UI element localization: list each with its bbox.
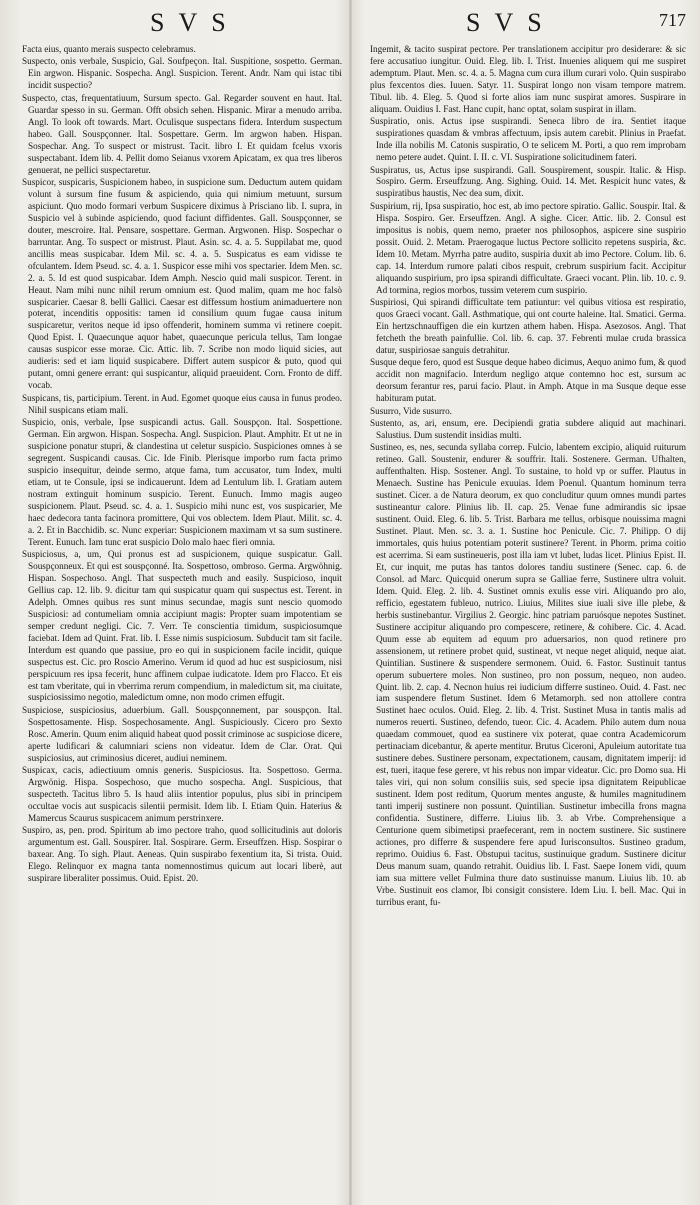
dictionary-entry: Suspiratio, onis. Actus ipse suspirandi. Seneca libro de ira. Sentiet itaque suspirationes quasdam & vmbras affectuum, ipsis autem carebit. Plinius in Praefat. Inde illa nobilis M. Catonis suspiratio, O te selicem M. Porti, a quo rem improbam nemo petere audet. Quint. I. II. c. VI. Suspiratione solicitudinem fateri. bbox=[370, 116, 686, 163]
dictionary-entry: Suspiratus, us, Actus ipse suspirandi. Gall. Souspirement, souspir. Italic. & Hisp. Sospiro. Germ. Erseuffzung. Ang. Sighing. Ouid. 14. Met. Respicit hunc vates, & suspiratibus haustis, Nec dea sum, dixit. bbox=[370, 164, 686, 199]
left-running-head: S V S bbox=[150, 8, 230, 37]
dictionary-entry: Suspicio, onis, verbale, Ipse suspicandi actus. Gall. Souspçon. Ital. Sospettione. German. Ein argwon. Hispan. Sospecha. Angl. Suspicion. Plaut. Amphitr. Et ut ne in suspicione ponatur stupri, & clandestina ut celetur suspicio. Suspiciones omnes à se segregent. Suspicandi causas. Cic. Ide Finib. Plerisque imporbo rum facta primo suspicio insequitur, deinde sermo, atque fama, tum accusator, tum Index, multi etiam, ut te Consule, ipsi se indicauerunt. Idem ad Lentulum lib. I. Gratiam autem nostram extinguit hominum suspicio. Terent. Eunuch. Immo magis augeo suspicionem. Plaut. Pseud. sc. 4. a. 1. Suspicio mihi nunc est, vos suspicarier, Me haec dedecora tanta facinora promittere, Qui vos oblectem. Idem Plaut. Milit. sc. 4. a. 2. Et in Bacchidib. sc. Nunc experiar: Suspicionem maximam vt sa sum sustinere. Terent. Eunuch. Iam tunc erat suspicio Dolo malo haec fieri omnia. bbox=[22, 417, 342, 547]
dictionary-entry: Suspecto, onis verbale, Suspicio, Gal. Soufpeçon. Ital. Suspitione, sospetto. German. Ein argwon. Hispanic. Sospecha. Angl. Suspicion. Terent. Andr. Nam qui istac tibi incidit suspectio? bbox=[22, 56, 342, 91]
dictionary-entry: Suspicor, suspicaris, Suspicionem habeo, in suspicione sum. Deductum autem quidam volunt à sursum fine fusum & aspiciendo, quia qui nimium metuunt, sursum aspiciunt. Quo modo formari verbum Suspicere diximus à Prisciano lib. I. supra, in Suspicio vel à subinde aspiciendo, quod faciunt diffidentes. Gall. Souspçonner, se douter, mescroire. Ital. Pensare, sospettare. German. Argwonen. Hisp. Sospechar o barruntar. Ang. To suspect or mistrust. Plaut. Asin. sc. 4. a. 5. Suppilabat me, quod ancillis meas suspicabar. Idem Mil. sc. 4. a. 5. Suspicatus es eam vidisse te ofculantem. Idem Pseud. sc. 4. a. 1. Suspicor esse mihi vos spectarier. Idem Men. sc. 2. a. 5. Id est quod suspicabar. Idem Amph. Nescio quid mali suspicor. Terent. in Heaut. Nam mihi nunc nihil rerum omnium est. Quod malim, quam me hoc falsò suspicarier. Caesar 8. belli Gallici. Caesar est diffessum hostium animaduertere non poterat, incenditis oppositis: tamen id consilium quum fugae causa initum suspicaretur, veritos neque id ipso offenderit, hominem summa vi retinere coepit. Quod Epist. I. Quaecunque aquor habet, quaecunque pericula tellus, Tam longae causas suspicor esse morae. Cic. Attic. lib. 7. Scribe non modo liquid sicies, aut audieris: sed et iam liquid suspicabere. Differt autem suspicor & puto, quod qui putant, omni genere errant: qui suspicantur, aliquid praeuident. Corn. Fronto de diff. vocab. bbox=[22, 176, 342, 391]
right-page-column bbox=[370, 8, 686, 1198]
left-page-column bbox=[22, 8, 342, 1198]
dictionary-entry: Suspirium, rij, Ipsa suspiratio, hoc est, ab imo pectore spiratio. Gallic. Souspir. Ital. & Hispa. Sospiro. Ger. Erseuffzen. Angl. A sighe. Cicer. Attic. lib. 2. Consul est impositus is nobis, quem nemo, praeter nos philosophos, aspicere sine suspirio possit. Ouid. 2. Metam. Praerogaque luctus Pectore sollicito repetens suspiria, &c. Idem 10. Metam. Myrrha patre audito, suspiria duxit ab imo Pectore. Colum. lib. 6. cap. 14. Interdum rumore palati cibos respuit, crebrum suspirium facit. Accipitur aliquando suspirium, pro ipsa spirandi difficultate. Graeci vocant. Plin. lib. 10. c. 9. Ad tormina, regios morbos, tussim veterem cum suspirio. bbox=[370, 200, 686, 295]
dictionary-entry: Sustento, as, ari, ensum, ere. Decipiendi gratia subdere aliquid aut machinari. Salustius. Dum sustendit insidias multi. bbox=[370, 418, 686, 440]
right-running-head: S V S bbox=[466, 8, 546, 37]
dictionary-entry: Ingemit, & tacito suspirat pectore. Per translationem accipitur pro desiderare: & sic fere accusatiuo iungitur. Ouid. Eleg. lib. I. Trist. Inuenies aliquem qui me suspiret ademptum. Plaut. Men. sc. 4. a. 5. Magna cum cura illum curari volo. Quin suspirabo plus fexcentos dies. Iuuen. Satyr. 11. Suspirat longo non visam tempore matrem. Tibul. lib. 4. Eleg. 5. Quod si forte alios iam nunc suspirat amores. Suspirare in aliquam. Ouidius I. Fast. Hanc cupit, hanc optat, solam suspirat in illam. bbox=[370, 44, 686, 114]
dictionary-entry: Suspiro, as, pen. prod. Spiritum ab imo pectore traho, quod sollicitudinis aut doloris argumentum est. Gall. Souspirer. Ital. Sospirare. Germ. Erseuffzen. Hisp. Sospirar o baxear. Ang. To sigh. Plaut. Aeneas. Quin suspirabo fexentium ita, Si trista. Ouid. Elego. Relinquor ex magna tanta nomennostimus quicum aut locari liberè, aut suspirare liberaliter possimus. Ouid. Epist. 20. bbox=[22, 825, 342, 884]
dictionary-entry: Facta eius, quanto merais suspecto celebramus. bbox=[22, 44, 196, 54]
dictionary-entry: Suspiriosi, Qui spirandi difficultate tem patiuntur: vel quibus vitiosa est respiratio, quos Graeci vocant. Gall. Asthmatique, qui ont courte haleine. Ital. Smatici. Germa. Ein hertzschnauffigen die ein kurtzen athem haben. Hispa. Asezosos. Angl. That fetcheth the breath painfullie. Col. lib. 6. cap. 37. Febrenti mulae cruda brassica datur, suspiriosae sanguis detrahitur. bbox=[370, 297, 686, 355]
dictionary-entry: Suspecto, ctas, frequentatiuum, Sursum specto. Gal. Regarder souvent en haut. Ital. Guardar spesso in su. German. Offt obsich sehen. Hispanic. Mirar a menudo arriba. Angl. To look oft towards. Mart. Oculisque suspectans fidera. Interdum suspectum habeo. Gall. Souspçonner. Ital. Sospettare. Germ. Im argwon haben. Hispan. Sospechar. Ang. To suspect or mistrust. Tacit. libro I. Et quidam fcelus vxoris suspectabant. Idem lib. 4. Pellit domo Seianus vxorem Apicatam, ex qua tres liberos genuerat, ne pellici suspectaretur. bbox=[22, 92, 342, 175]
left-dictionary-entries bbox=[22, 44, 342, 885]
dictionary-entry: Susurro, Vide susurro. bbox=[370, 405, 452, 416]
dictionary-entry: Suspiciose, suspiciosius, aduerbium. Gall. Souspçonnement, par souspçon. Ital. Sospettosamente. Hisp. Sospechosamente. Angl. Suspiciously. Cicero pro Sexto Rosc. Amerin. Quum enim aliquid habeat quod possit criminose ac suspiciose dicere, aperte ludificari & calumniari sciens non videatur. Idem de Clar. Orat. Qui suspiciosius, aut criminosius diceret, audiui neminem. bbox=[22, 704, 342, 763]
page-number: 717 bbox=[659, 10, 686, 30]
dictionary-entry: Susque deque fero, quod est Susque deque habeo dicimus, Aequo animo fum, & quod accidit non magnifacio. Interdum negligo atque contemno hoc est, sursum ac deorsum ferantur res, parui facio. Plaut. in Amph. Atque in ma Susque deque esse habituram putat. bbox=[370, 357, 686, 404]
dictionary-entry: Sustineo, es, nes, secunda syllaba correp. Fulcio, labentem excipio, aliquid ruiturum retineo. Gall. Soustenir, endurer & souffrir. Itali. Sostenere. German. Ufhalten, auffenthalten. Hisp. Sostener. Angl. To sustaine, to hold vp or suffer. Plautus in Menaech. Sustine has Penicule exuuias. Idem Poenul. Quantum hominum terra sustinet. Cicer. a de Natura deorum, ex quo concluditur quum omnes mundi partes sustineantur calore. Plinius lib. II. cap. 25. Venae fune admirandis sic ipsae sustinent. Ouid. Eleg. 6. lib. 5. Trist. Barbara me tellus, orbisque nouissima magni Sustinet. Plaut. Men. sc. 3. a. 1. Sustine hoc Penicule. Cic. 7. Philipp. O dij immortales, quis huius potentiam poterit sustinere? Terent. in Phorm. prima coitio est acerrima. Si eam sustineueris, post illa iam vt lubet, ludas licet. Plinius Epist. II. Et, cur inquit, me putas has tantos dolores tandiu sustinere (Senec. cap. 6. de Consol. ad Marc. Quicquid onerum supra se Galliae ferre, Sustinere ultra voluit. Idem. Quid. Eleg. 2. lib. 4. Sustinet omnis exulis esse viri. Aliquando pro alo, refficio, egestatem fubleuo, nutrico. Liuius, Milites siue iuali sive ille plebe, & herbis sustinebantur. Virgilius 2. Georgic. hinc patriam paruósque nepotes Sustinet. Sustinere accipitur aliquando pro compescere, retinere, & cohibere. Cic. 4. Acad. Quum esse ab equitem ad equum pro aduersarios, non quod retinere pro assensionem, ut retinere probet quid, sustineat, vt neque neget aliquid, neque aiat. Quintilian. Sustinere & suspendere sermonem. Ouid. 6. Fastor. Sustinuit tantus operum subuertere moles. Non sustineo, pro non possum, nequeo, non audeo. Quint. lib. 2. cap. 4. Necnon huius rei iudicium differre sustineo. Ouid. 4. Fast. nec iam suspendere fletum Sustinet. Idem 6 Metamorph. sed non attollere contra Sustinet haec oculos. Ouid. Eleg. 2. lib. 4. Trist. Sustinet Musa in tantis malis ad numeros reuerti. Sustineo, defendo, tueor. Cic. 4. Academ. Philo autem dum noua quaedam commouet, quod ea sustinere vix poterat, quae contra Academicorum pertinaciam dicebantur, & aperte mentitur. Brutus Ciceroni, Apuleium autoritate tua sustinere debes. Sustinere personam, expectationem, causam, dignitatem imperij: id est, tueri, itaque fese gerere, vt his rebus non impar videatur. Cic. pro Domo sua. Hi tales viri, qui non solum consiliis suis, sed specie ipsa dignitatem Reipublicae sustinent. Idem post reditum, Quorum mentes anguste, & humiles magnitudinem tanti imperij sustinere non possunt. Quintilian. Sustinetur imbecilla frons magna confidentia. Sustinere, differre. Liuius lib. 3. ab Vrbe. Comprehensique a Centurione quem sibimetipsi praefecerant, rem in noctem sustinere. Sic sustinere actiones, pro differre & suspendere fere apud Iurisconsultos. Sustineo gradum, reprimo. Ouidius 6. Fast. Obstupui tacitus, sustinuique gradum. Sustinere dicitur Deus manum suam, quando retrahit. Ouidius lib. I. Fast. Saepe Ionem vidi, quum iam sua mittere vellet Fulmina thure dato sustinuisse manum. Liuius lib. 10. ab Vrbe. Sustinuit eos clamor, Ibi consigit consistere. Idem Liu. I. bell. Mac. Qui in turribus erant, fu- bbox=[370, 442, 686, 907]
book-gutter bbox=[349, 0, 352, 1205]
dictionary-entry: Suspiciosus, a, um, Qui pronus est ad suspicionem, quique suspicatur. Gall. Souspçonneux. Et qui est souspçonné. Ita. Sospettoso, ombroso. Germa. Argwöhnig. Hispan. Sospechoso. Angl. That suspecteth much and easily. Suspicioso, inquit Gellius cap. 12. lib. 9. dicitur tam qui suspicatur quam qui suspectus est. Terent. in Adelph. Omnes quibus res sunt minus secundae, magis sunt nescio quomodo Suspiciosi: ad contumeliam omnia accipiunt magis: Propter suam impotentiam se semper credunt negligi. Cic. 7. Verr. Te conscientia timidum, suspiciosumque faciebat. Idem ad Quint. Frat. lib. I. Esse nimis suspiciosum. Subducit tam sit facile. Interdum est quando que passiue, pro eo qui in suspicionem facile incidit, quique suspectus est. Cic. pro Roscio Amerino. Verum id quod ad huc est suspiciosum, nisi perspicuum res ipsa fecerit, hunc affinem culpae iudicatote. Idem pro Flacco. Et eis est tam vberitate, qui in vberrima rerum compendium, in maledictum sit, ma ciuitate, suspiciosissimo negotio, maledictum omne, non modo crimen effugit. bbox=[22, 549, 342, 703]
dictionary-entry: Suspicans, tis, participium. Terent. in Aud. Egomet quoque eius causa in funus prodeo. Nihil suspicans etiam mali. bbox=[22, 392, 342, 415]
dictionary-entry: Suspicax, cacis, adiectiuum omnis generis. Suspiciosus. Ita. Sospettoso. Germa. Argwönig. Hispa. Sospechoso, que mucho sospecha. Angl. Suspicious, that suspecteth. Tacitus libro 5. Is haud aliis intentior populus, plus sibi in principem occultae vocis aut suspicacis silentii permisit. Idem lib. I. Etiam Quin. Haterius & Mamercus Scaurus suspicacem animum perstrinxere. bbox=[22, 765, 342, 823]
right-page-header bbox=[370, 8, 686, 42]
right-dictionary-entries bbox=[370, 44, 686, 909]
left-page-header bbox=[22, 8, 342, 42]
